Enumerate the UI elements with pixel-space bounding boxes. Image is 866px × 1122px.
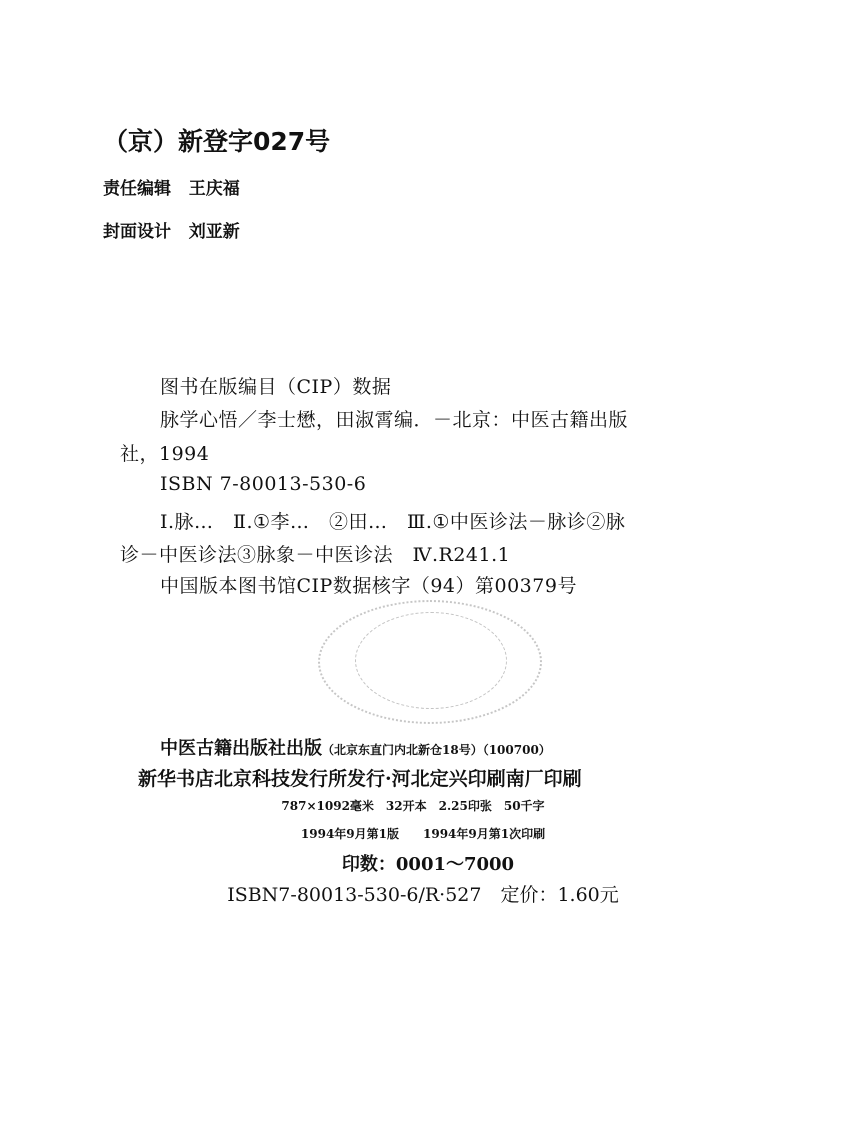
- cip-title: 图书在版编目（CIP）数据: [160, 376, 392, 398]
- format-line: 787×1092毫米 32开本 2.25印张 50千字: [281, 799, 545, 813]
- cover-designer-line: [103, 217, 240, 242]
- editor-name: 王庆福: [188, 179, 240, 199]
- cip-line: 社，1994: [120, 443, 210, 465]
- cip-line: Ⅰ.脉… Ⅱ.①李… ②田… Ⅲ.①中医诊法－脉诊②脉: [160, 511, 626, 533]
- cip-line: 脉学心悟／李士懋，田淑霄编．－北京：中医古籍出版: [160, 409, 629, 431]
- publisher-line: [160, 734, 551, 760]
- distribution-line: 新华书店北京科技发行所发行·河北定兴印刷南厂印刷: [138, 768, 582, 790]
- editor-label: 责任编辑: [103, 179, 171, 199]
- edition-line: 1994年9月第1版 1994年9月第1次印刷: [300, 827, 546, 841]
- editor-line: [103, 174, 240, 199]
- cover-label: 封面设计: [103, 222, 171, 242]
- publisher-address: （北京东直门内北新仓18号）（100700）: [322, 743, 551, 757]
- library-stamp-inner: [355, 612, 507, 709]
- isbn-price: ISBN7-80013-530-6/R·527 定价：1.60元: [227, 884, 619, 906]
- cip-verify: 中国版本图书馆CIP数据核字（94）第00379号: [160, 575, 577, 597]
- cover-name: 刘亚新: [188, 222, 240, 242]
- publisher: 中医古籍出版社出版: [160, 738, 322, 759]
- cip-line: 诊－中医诊法③脉象－中医诊法 Ⅳ.R241.1: [120, 544, 511, 566]
- print-run: 印数：0001～7000: [341, 854, 515, 875]
- cip-isbn: ISBN 7-80013-530-6: [160, 473, 367, 495]
- registration-number: （京）新登字027号: [103, 127, 331, 156]
